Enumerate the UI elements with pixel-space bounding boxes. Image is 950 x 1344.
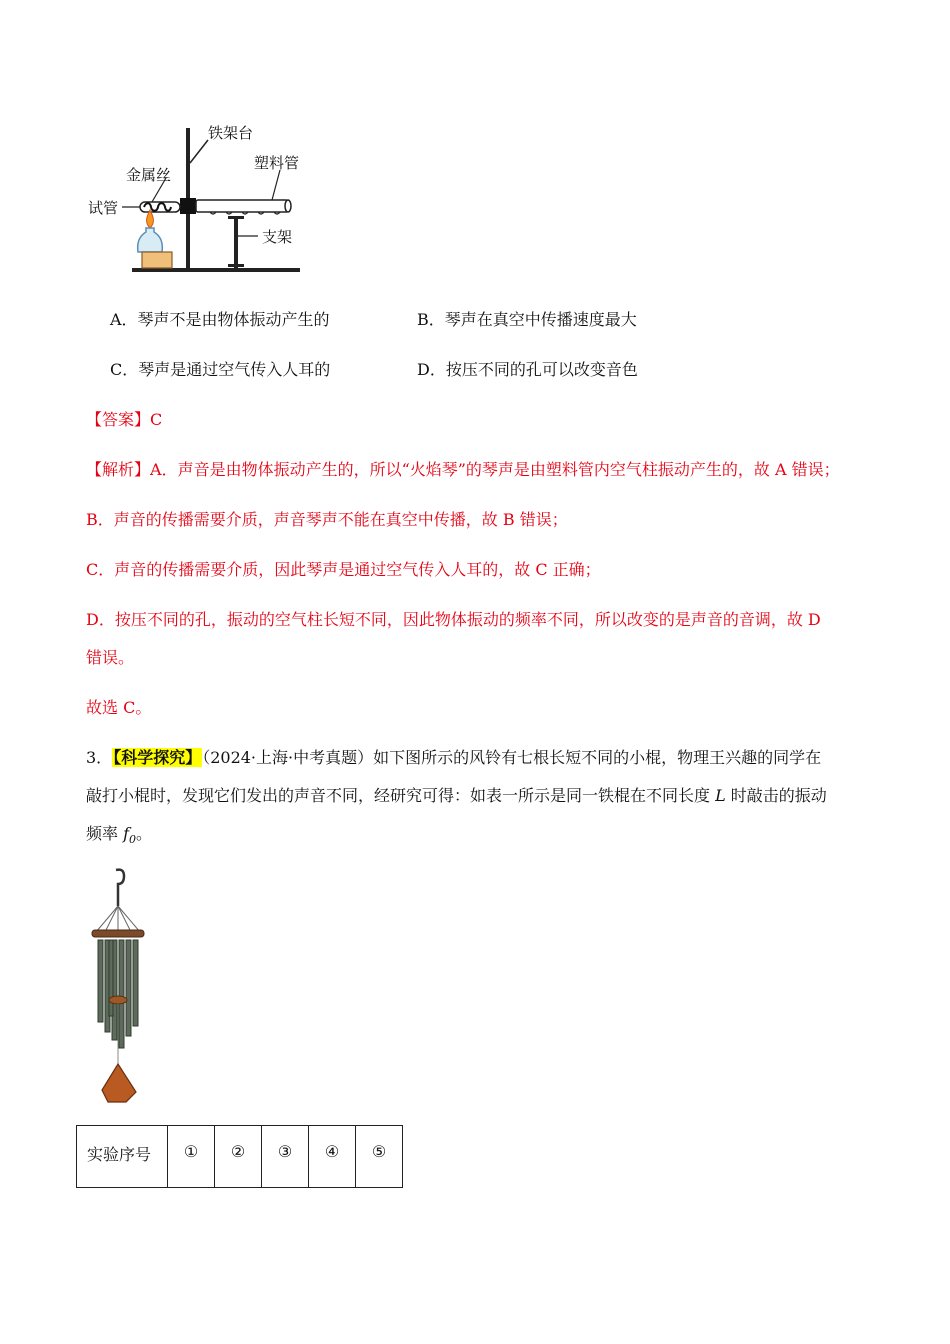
apparatus-figure bbox=[80, 118, 320, 278]
question3-line-3 bbox=[86, 824, 152, 850]
option-d: D．按压不同的孔可以改变音色 bbox=[417, 360, 638, 379]
label-pipe: 塑料管 bbox=[254, 154, 300, 172]
variable-f-sub: 0 bbox=[129, 833, 137, 847]
question3-text-2b: 时敲击的振动 bbox=[725, 786, 827, 805]
option-a: A．琴声不是由物体振动产生的 bbox=[110, 310, 330, 329]
chime-tube bbox=[109, 940, 113, 1016]
wind-chime-figure bbox=[86, 868, 158, 1104]
question-number: 3． bbox=[86, 748, 113, 767]
question3-line-2 bbox=[86, 786, 827, 806]
table-cell-5: ⑤ bbox=[356, 1126, 403, 1188]
question3-text-3a: 频率 bbox=[86, 824, 124, 843]
stand-leader bbox=[190, 140, 208, 163]
clamp bbox=[180, 198, 196, 214]
chime-tube bbox=[126, 940, 131, 1036]
pipe-end bbox=[285, 200, 291, 212]
variable-f: f bbox=[123, 824, 130, 843]
analysis-tag: 【解析】 bbox=[86, 460, 151, 479]
chime-tube bbox=[119, 940, 124, 1048]
analysis-line-4a: D．按压不同的孔，振动的空气柱长短不同，因此物体振动的频率不同，所以改变的是声音的音调，故 D bbox=[86, 610, 821, 629]
chime-striker bbox=[109, 996, 127, 1004]
question3-text-2a: 敲打小棍时，发现它们发出的声音不同，经研究可得：如表一所示是同一铁棍在不同长度 bbox=[86, 786, 716, 805]
option-c: C．琴声是通过空气传入人耳的 bbox=[110, 360, 331, 379]
chime-tube bbox=[98, 940, 103, 1022]
analysis-line-4b: 错误。 bbox=[86, 648, 135, 667]
table-row bbox=[77, 1126, 403, 1188]
analysis-line-2: B．声音的传播需要介质，声音琴声不能在真空中传播，故 B 错误； bbox=[86, 510, 568, 529]
table-cell-1: ① bbox=[168, 1126, 215, 1188]
question-tag: 【科学探究】 bbox=[113, 748, 202, 767]
chime-hook bbox=[116, 870, 124, 906]
label-wire: 金属丝 bbox=[126, 166, 172, 184]
analysis-line-1 bbox=[86, 460, 840, 480]
table-cell-3: ③ bbox=[262, 1126, 309, 1188]
label-support: 支架 bbox=[262, 228, 293, 246]
answer: 【答案】C bbox=[86, 410, 163, 429]
label-tube: 试管 bbox=[88, 199, 119, 217]
analysis-line-3: C．声音的传播需要介质，因此琴声是通过空气传入人耳的，故 C 正确； bbox=[86, 560, 601, 579]
analysis-text-1: A．声音是由物体振动产生的，所以“火焰琴”的琴声是由塑料管内空气柱振动产生的，故 A 错误； bbox=[150, 460, 840, 479]
conclusion: 故选 C。 bbox=[86, 698, 152, 717]
pipe-leader bbox=[272, 170, 280, 200]
chime-tube bbox=[133, 940, 138, 1026]
chime-top-ring bbox=[92, 930, 144, 937]
label-stand: 铁架台 bbox=[208, 124, 254, 142]
variable-l: L bbox=[715, 786, 726, 805]
table-header-cell: 实验序号 bbox=[77, 1126, 168, 1188]
option-b: B．琴声在真空中传播速度最大 bbox=[417, 310, 637, 329]
wooden-block bbox=[142, 252, 172, 268]
support-post bbox=[234, 218, 238, 268]
plastic-pipe bbox=[196, 200, 288, 212]
table-cell-2: ② bbox=[215, 1126, 262, 1188]
question3-text-3b: 。 bbox=[136, 824, 153, 843]
stand-base bbox=[132, 268, 300, 272]
table-cell-4: ④ bbox=[309, 1126, 356, 1188]
question3-line-1 bbox=[86, 748, 821, 768]
support-foot bbox=[228, 264, 244, 267]
experiment-table bbox=[76, 1125, 403, 1188]
question-source: （2024·上海·中考真题） bbox=[202, 748, 374, 767]
chime-sail bbox=[102, 1064, 136, 1102]
question3-text-1: 如下图所示的风铃有七根长短不同的小棍，物理王兴趣的同学在 bbox=[373, 748, 822, 767]
support-top bbox=[228, 216, 244, 219]
alcohol-lamp bbox=[138, 228, 163, 252]
